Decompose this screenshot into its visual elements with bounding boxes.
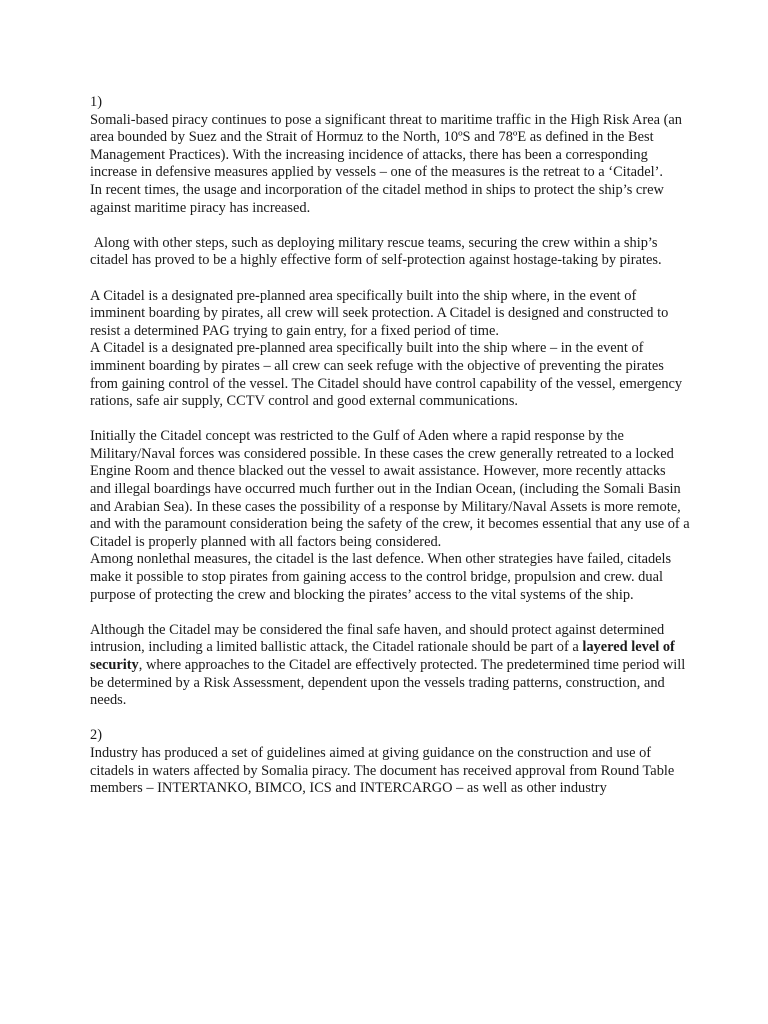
paragraph-recent-times: In recent times, the usage and incorporation of the citadel method in ships to protect the ship’s crew against maritime piracy has increased.: [90, 181, 664, 216]
paragraph-nonlethal-measures: Among nonlethal measures, the citadel is the last defence. When other strategies have failed, citadels make it possible to stop pirates from gaining access to the control bridge, propulsion and crew. dual purpose of protecting the crew and blocking the pirates’ access to the vital systems of the ship.: [90, 551, 672, 603]
paragraph-other-steps: Along with other steps, such as deploying military rescue teams, securing the crew within a ship’s citadel has proved to be a highly effective form of self-protection against hostage-taking by pirates.: [90, 234, 662, 269]
safe-haven-text-start: Although the Citadel may be considered the final safe haven, and should protect against determined intrusion, including a limited ballistic attack, the Citadel rationale should be part of a: [90, 621, 665, 656]
paragraph-citadel-definition-1: A Citadel is a designated pre-planned area specifically built into the ship where, in the event of imminent boarding by pirates, all crew will seek protection. A Citadel is designed and constructed to resist a determined PAG trying to gain entry, for a fixed period of time.: [90, 287, 669, 339]
paragraph-gulf-of-aden: Initially the Citadel concept was restricted to the Gulf of Aden where a rapid response by the Military/Naval forces was considered possible. In these cases the crew generally retreated to a locked Engine Room and thence blacked out the vessel to await assistance. However, more recently attacks and illegal boardings have occurred much further out in the Indian Ocean, (including the Somali Basin and Arabian Sea). In these cases the possibility of a response by Military/Naval Assets is more remote, and with the paramount consideration being the safety of the crew, it becomes essential that any use of a Citadel is properly planned with all factors being considered.: [90, 428, 690, 550]
paragraph-citadel-definition-2: A Citadel is a designated pre-planned area specifically built into the ship where – in the event of imminent boarding by pirates – all crew can seek refuge with the objective of preventing the pirates from gaining control of the vessel. The Citadel should have control capability of the vessel, emergency rations, safe air supply, CCTV control and good external communications.: [90, 340, 683, 410]
paragraph-safe-haven: [90, 622, 690, 710]
section-heading-2: 2): [90, 727, 102, 744]
section-heading-1: 1): [90, 94, 102, 110]
document-page: [90, 94, 690, 798]
layered-security-bold: layered level of security: [90, 639, 675, 673]
paragraph-industry-guidelines: Industry has produced a set of guidelines aimed at giving guidance on the construction and use of citadels in waters affected by Somalia piracy. The document has received approval from Round Table members – INTERTANKO, BIMCO, ICS and INTERCARGO – as well as other industry: [90, 744, 675, 797]
safe-haven-text-end: , where approaches to the Citadel are effectively protected. The predetermined time period will be determined by a Risk Assessment, dependent upon the vessels trading patterns, construction, and needs.: [90, 657, 686, 709]
paragraph-intro: Somali-based piracy continues to pose a significant threat to maritime traffic in the High Risk Area (an area bounded by Suez and the Strait of Hormuz to the North, 10ºS and 78ºE as defined in the Best Management Practices). With the increasing incidence of attacks, there has been a corresponding increase in defensive measures applied by vessels – one of the measures is the retreat to a ‘Citadel’.: [90, 111, 682, 181]
